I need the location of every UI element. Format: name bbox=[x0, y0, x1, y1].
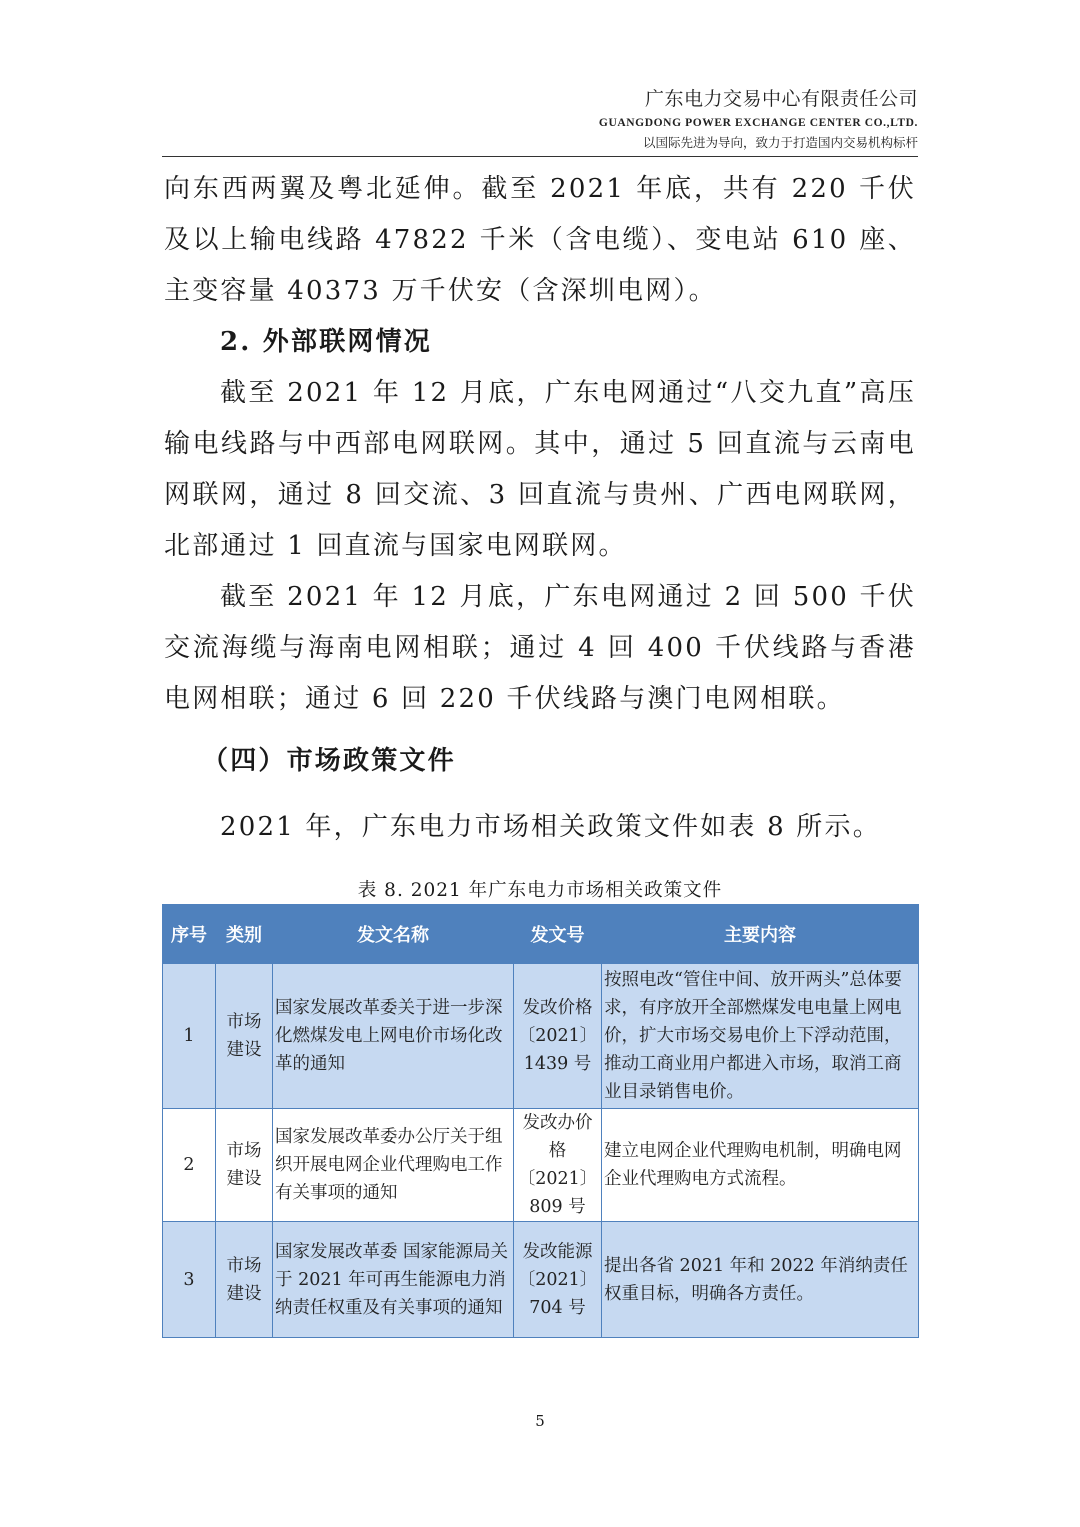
table-row bbox=[163, 1222, 919, 1338]
cell-content: 提出各省 2021 年和 2022 年消纳责任权重目标，明确各方责任。 bbox=[602, 1222, 919, 1338]
column-header-content: 主要内容 bbox=[602, 905, 919, 964]
column-header-category: 类别 bbox=[216, 905, 273, 964]
page-number: 5 bbox=[535, 1412, 545, 1430]
column-header-title: 发文名称 bbox=[273, 905, 514, 964]
table-row bbox=[163, 964, 919, 1109]
table-caption: 表 8. 2021 年广东电力市场相关政策文件 bbox=[357, 880, 723, 901]
company-name-en: GUANGDONG POWER EXCHANGE CENTER CO.,LTD. bbox=[598, 117, 918, 129]
cell-no: 2 bbox=[163, 1109, 216, 1222]
cell-no: 1 bbox=[163, 964, 216, 1109]
paragraph-interconnect-2: 截至 2021 年 12 月底，广东电网通过 2 回 500 千伏交流海缆与海南电网相联；通过 4 回 400 千伏线路与香港电网相联；通过 6 回 220 千伏线路与澳门电网相联。 bbox=[164, 582, 916, 714]
column-header-doc-no: 发文号 bbox=[514, 905, 602, 964]
body-section-policy-intro bbox=[164, 802, 916, 853]
body-section-interconnect bbox=[164, 317, 916, 725]
column-header-no: 序号 bbox=[163, 905, 216, 964]
cell-content: 建立电网企业代理购电机制，明确电网企业代理购电方式流程。 bbox=[602, 1109, 919, 1222]
table-header-row bbox=[163, 905, 919, 964]
page-header bbox=[588, 84, 918, 151]
cell-category: 市场建设 bbox=[216, 1109, 273, 1222]
cell-no: 3 bbox=[163, 1222, 216, 1338]
company-name-cn: 广东电力交易中心有限责任公司 bbox=[644, 88, 918, 110]
paragraph-policy-intro: 2021 年，广东电力市场相关政策文件如表 8 所示。 bbox=[220, 812, 881, 842]
cell-doc-no: 发改能源〔2021〕704 号 bbox=[514, 1222, 602, 1338]
cell-title: 国家发展改革委关于进一步深化燃煤发电上网电价市场化改革的通知 bbox=[273, 964, 514, 1109]
cell-category: 市场建设 bbox=[216, 1222, 273, 1338]
heading-market-policy: （四）市场政策文件 bbox=[202, 746, 456, 776]
paragraph-grid-continued: 向东西两翼及粤北延伸。截至 2021 年底，共有 220 千伏及以上输电线路 47822 千米（含电缆）、变电站 610 座、主变容量 40373 万千伏安（含深圳电网）。 bbox=[164, 174, 916, 306]
cell-category: 市场建设 bbox=[216, 964, 273, 1109]
paragraph-interconnect-1: 截至 2021 年 12 月底，广东电网通过“八交九直”高压输电线路与中西部电网联网。其中，通过 5 回直流与云南电网联网，通过 8 回交流、3 回直流与贵州、广西电网联网，北部通过 1 回直流与国家电网联网。 bbox=[164, 378, 916, 561]
header-divider bbox=[162, 156, 918, 157]
heading-external-interconnection: 2. 外部联网情况 bbox=[220, 327, 432, 357]
table-row bbox=[163, 1109, 919, 1222]
body-section-grid bbox=[164, 164, 916, 317]
cell-title: 国家发展改革委办公厅关于组织开展电网企业代理购电工作有关事项的通知 bbox=[273, 1109, 514, 1222]
cell-doc-no: 发改办价格〔2021〕809 号 bbox=[514, 1109, 602, 1222]
company-slogan: 以国际先进为导向，致力于打造国内交易机构标杆 bbox=[642, 135, 918, 150]
cell-doc-no: 发改价格〔2021〕1439 号 bbox=[514, 964, 602, 1109]
cell-content: 按照电改“管住中间、放开两头”总体要求，有序放开全部燃煤发电电量上网电价，扩大市场交易电价上下浮动范围，推动工商业用户都进入市场，取消工商业目录销售电价。 bbox=[602, 964, 919, 1109]
cell-title: 国家发展改革委 国家能源局关于 2021 年可再生能源电力消纳责任权重及有关事项的通知 bbox=[273, 1222, 514, 1338]
body-section-policy bbox=[164, 736, 916, 787]
policy-table bbox=[162, 904, 919, 1338]
